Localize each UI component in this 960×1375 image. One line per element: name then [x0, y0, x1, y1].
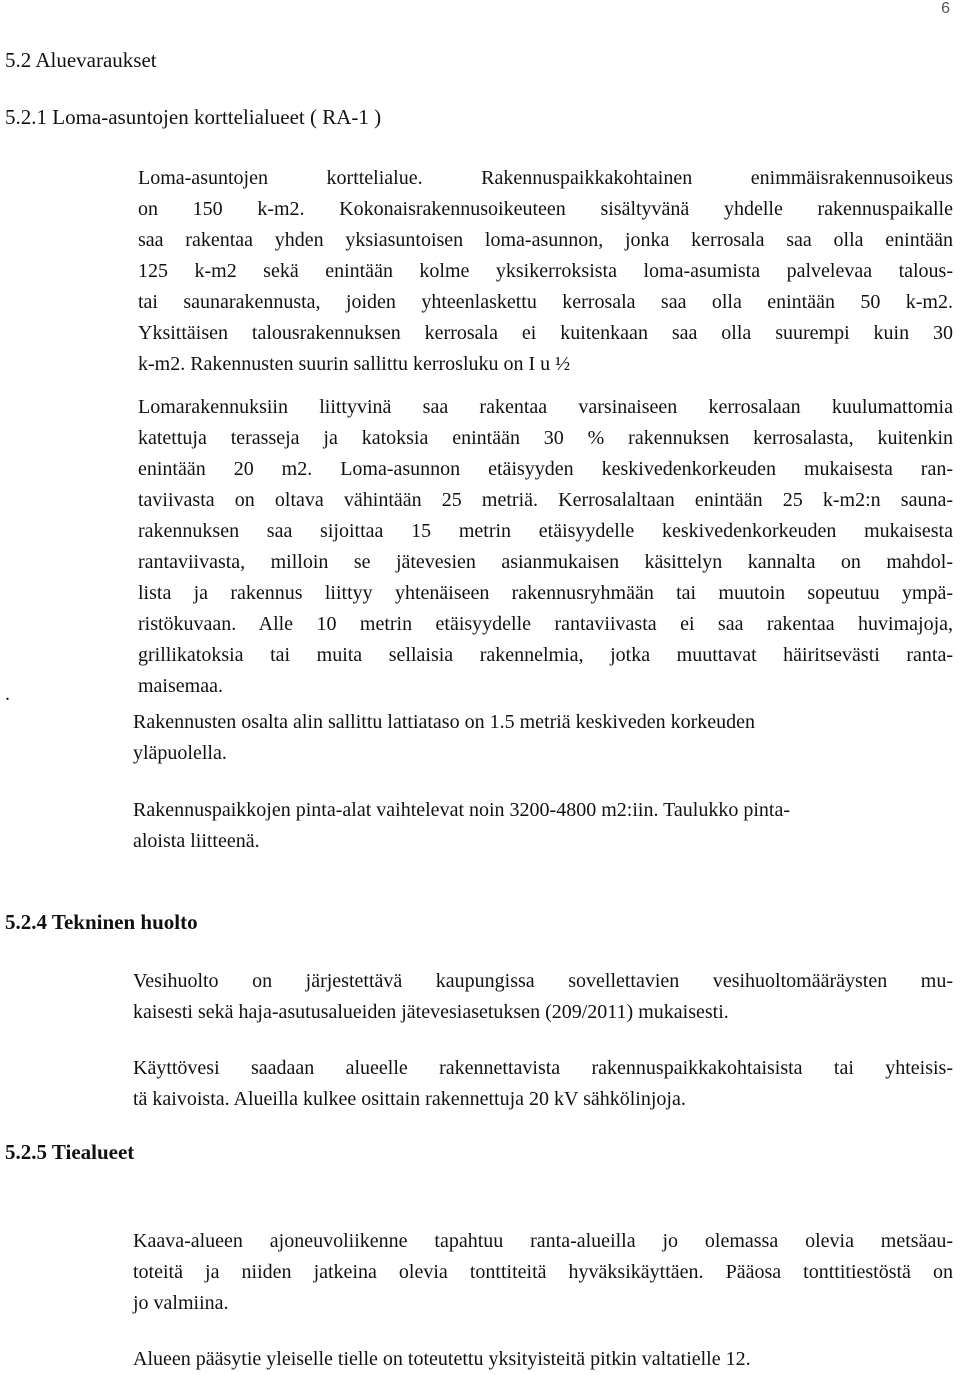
- text-line: Vesihuolto on järjestettävä kaupungissa sovellettavien vesihuoltomääräysten mu-: [133, 970, 953, 992]
- text-line: Käyttövesi saadaan alueelle rakennettavista rakennuspaikkakohtaisista tai yhteisis-: [133, 1057, 953, 1079]
- text-line: rakennuksen saa sijoittaa 15 metrin etäisyydelle keskivedenkorkeuden mukaisesta: [138, 520, 953, 542]
- text-line: yläpuolella.: [133, 742, 227, 764]
- paragraph-ra1-rakennusoikeus: [138, 163, 953, 380]
- text-line: 125 k-m2 sekä enintään kolme yksikerroksista loma-asumista palvelevaa talous-: [138, 260, 953, 282]
- text-line: Lomarakennuksiin liittyvinä saa rakentaa varsinaiseen kerrosalaan kuulumattomia: [138, 396, 953, 418]
- text-line: Kaava-alueen ajoneuvoliikenne tapahtuu ranta-alueilla jo olemassa olevia metsäau-: [133, 1230, 953, 1252]
- text-line: Rakennuspaikkojen pinta-alat vaihtelevat noin 3200-4800 m2:iin. Taulukko pinta-: [133, 799, 790, 821]
- text-line: Alueen pääsytie yleiselle tielle on toteutettu yksityisteitä pitkin valtatielle 12.: [133, 1348, 751, 1370]
- text-line: Yksittäisen talousrakennuksen kerrosala ei kuitenkaan saa olla suurempi kuin 30: [138, 322, 953, 344]
- text-line: toteitä ja niiden jatkeina olevia tonttiteitä hyväksikäyttäen. Pääosa tonttitiestöstä on: [133, 1261, 953, 1283]
- heading-aluevaraukset: 5.2 Aluevaraukset: [5, 48, 157, 72]
- text-line: maisemaa.: [138, 675, 223, 697]
- text-line: Loma-asuntojen korttelialue. Rakennuspaikkakohtainen enimmäisrakennusoikeus: [138, 167, 953, 189]
- heading-tekninen-huolto: 5.2.4 Tekninen huolto: [5, 910, 198, 934]
- text-line: saa rakentaa yhden yksiasuntoisen loma-asunnon, jonka kerrosala saa olla enintään: [138, 229, 953, 251]
- heading-loma-asuntojen-korttelialueet: 5.2.1 Loma-asuntojen korttelialueet ( RA-1 ): [5, 105, 382, 129]
- text-line: k-m2. Rakennusten suurin sallittu kerrosluku on I u ½: [138, 353, 571, 375]
- text-line: jo valmiina.: [133, 1292, 229, 1314]
- paragraph-pinta-alat: [133, 795, 953, 857]
- paragraph-ajoneuvoliikenne: [133, 1226, 953, 1319]
- text-line: taviivasta on oltava vähintään 25 metriä. Kerrosalaltaan enintään 25 k-m2:n sauna-: [138, 489, 953, 511]
- paragraph-lattiataso: [133, 707, 953, 769]
- page-number: 6: [941, 0, 950, 17]
- text-line: lista ja rakennus liittyy yhtenäiseen rakennusryhmään tai muutoin sopeutuu ympä-: [138, 582, 953, 604]
- text-line: rantaviivasta, milloin se jätevesien asianmukaisen käsittelyn kannalta on mahdol-: [138, 551, 953, 573]
- paragraph-terassit-ja-rantaetaisyys: [138, 392, 953, 702]
- text-line: Rakennusten osalta alin sallittu lattiataso on 1.5 metriä keskiveden korkeuden: [133, 711, 756, 733]
- text-line: katettuja terasseja ja katoksia enintään 30 % rakennuksen kerrosalasta, kuitenkin: [138, 427, 953, 449]
- text-line: grillikatoksia tai muita sellaisia rakennelmia, jotka muuttavat häiritsevästi ranta-: [138, 644, 953, 666]
- paragraph-vesihuolto: [133, 966, 953, 1028]
- text-line: tä kaivoista. Alueilla kulkee osittain rakennettuja 20 kV sähkölinjoja.: [133, 1088, 686, 1110]
- heading-tiealueet: 5.2.5 Tiealueet: [5, 1140, 135, 1164]
- text-line: ristökuvaan. Alle 10 metrin etäisyydelle rantaviivasta ei saa rakentaa huvimajoja,: [138, 613, 953, 635]
- stray-dot: .: [5, 683, 10, 705]
- text-line: enintään 20 m2. Loma-asunnon etäisyyden keskivedenkorkeuden mukaisesta ran-: [138, 458, 953, 480]
- text-line: tai saunarakennusta, joiden yhteenlaskettu kerrosala saa olla enintään 50 k-m2.: [138, 291, 953, 313]
- paragraph-paasytie: [133, 1344, 953, 1375]
- text-line: aloista liitteenä.: [133, 830, 260, 852]
- text-line: on 150 k-m2. Kokonaisrakennusoikeuteen sisältyvänä yhdelle rakennuspaikalle: [138, 198, 953, 220]
- paragraph-kayttovesi: [133, 1053, 953, 1115]
- text-line: kaisesti sekä haja-asutusalueiden jätevesiasetuksen (209/2011) mukaisesti.: [133, 1001, 729, 1023]
